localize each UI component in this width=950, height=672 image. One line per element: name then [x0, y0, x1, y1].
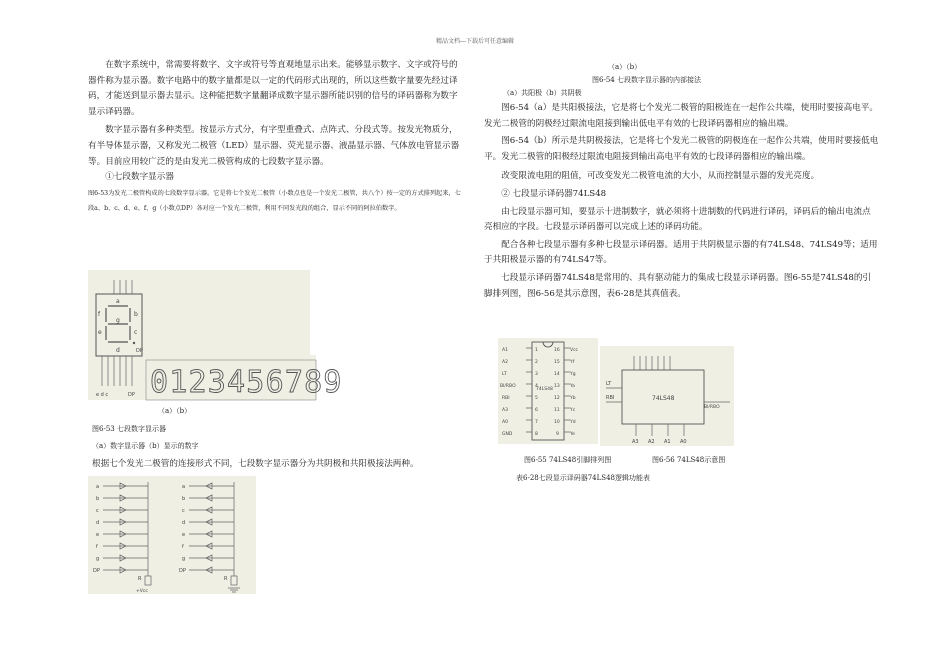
pin-num-8: 8: [535, 432, 538, 437]
symbol-bottom-a0: A0: [680, 439, 687, 445]
decoder-types-paragraph: 配合各种七段显示器有多种七段显示译码器。适用于共阴极显示器的有74LS48、74LS49等；适用于共阳极显示器的有74LS47等。: [484, 239, 878, 266]
cc-label-f: f: [182, 544, 184, 550]
pin-right-9: Ye: [570, 432, 575, 437]
fig53-caption: 图6-53 七段数字显示器: [92, 425, 166, 433]
fig53-subcaption: （a）数字显示器（b）显示的数字: [92, 442, 199, 450]
cc-label-c: c: [182, 508, 185, 514]
svg-text:DP: DP: [128, 392, 135, 398]
pin-num-10: 10: [554, 420, 560, 425]
seg-label-e: e: [98, 329, 102, 336]
ca-label-e: e: [96, 532, 100, 538]
brightness-paragraph: 改变限流电阻的阻值，可改变发光二极管电流的大小，从而控制显示器的发光亮度。: [501, 171, 820, 182]
cc-label-g: g: [182, 556, 186, 562]
ca-label-g: g: [96, 556, 100, 562]
pin-num-11: 11: [554, 408, 560, 413]
pin-num-15: 15: [554, 360, 560, 365]
fig55-caption: 图6-55 74LS48引脚排列图: [524, 456, 612, 464]
seg-label-d: d: [116, 347, 120, 354]
pin-num-2: 2: [535, 360, 538, 365]
svg-text:e d c: e d c: [96, 392, 109, 398]
symbol-diagram: [600, 346, 734, 446]
symbol-chip-label: 74LS48: [652, 395, 675, 402]
cc-label-d: d: [182, 520, 186, 526]
pin-left-6: A3: [502, 408, 508, 413]
common-cathode-paragraph: 图6-54（b）所示是共阴极接法，它是将七个发光二极管的阴极连在一起作公共端，使用时要接低电平。发光二极管的阳极经过限流电阻接到输出高电平有效的七段译码器相应的输出端。: [484, 136, 879, 162]
fig54-ab-label: （a）（b）: [608, 63, 642, 71]
pin-right-16: Vcc: [570, 348, 579, 353]
symbol-bottom-a1: A1: [664, 439, 671, 445]
intro-paragraph: 在数字系统中，常需要将数字、文字或符号等直观地显示出来。能够显示数字、文字或符号的器件称为显示器。数字电路中的数字量都是以一定的代码形式出现的，所以这些数字量要先经过译码，才能送到显示器去显示。这种能把数字量翻译成数字显示器所能识别的信号的译码器称为数字显示译码器。: [88, 60, 458, 117]
pin-num-7: 7: [535, 420, 538, 425]
pin-left-8: GND: [502, 432, 513, 437]
pin-left-3: LT: [502, 372, 507, 377]
pin-left-1: A1: [502, 348, 508, 353]
common-anode-cathode-diagram: [88, 476, 256, 594]
left-column: [88, 58, 466, 217]
decoder-74ls48-paragraph: 七段显示译码器74LS48是常用的、具有驱动能力的集成七段显示译码器。图6-55是74LS48的引脚排列图，图6-56是其示意图，表6-28是其真值表。: [484, 272, 872, 299]
seven-seg-display-diagram: [88, 270, 343, 402]
pin-num-5: 5: [535, 396, 538, 401]
ca-label-f: f: [96, 544, 98, 550]
page-header: 精品文档---下载后可任意编辑: [435, 38, 515, 45]
cc-label-e: e: [182, 532, 186, 538]
pin-right-14: Yg: [570, 372, 576, 377]
pinout-diagram: [498, 338, 598, 444]
seg-label-g: g: [116, 317, 120, 324]
pin-num-9: 9: [556, 432, 559, 437]
ca-label-dp: DP: [93, 568, 100, 574]
table-6-28-caption: 表6-28七段显示译码器74LS48逻辑功能表: [516, 474, 650, 482]
pin-num-14: 14: [554, 372, 560, 377]
pin-left-5: RBI: [502, 396, 510, 401]
fig53-description: 图6-53为发光二极管构成的七段数字显示器。它是将七个发光二极管（小数点也是一个发光二极管，共八个）按一定的方式排列起来，七段a、b、c、d、e、f、g（小数点DP）各对应一个发光二极管，利用不同发光段的组合，显示不同的阿拉伯数字。: [88, 189, 461, 213]
common-anode-paragraph: 图6-54（a）是共阳极接法，它是将七个发光二极管的阳极连在一起作公共端，使用时要接高电平。发光二极管的阴极经过限流电阻接到输出低电平有效的七段译码器相应的输出端。: [484, 103, 878, 129]
pin-left-7: A0: [502, 420, 508, 425]
pin-num-13: 13: [554, 384, 560, 389]
cc-label-b: b: [182, 496, 186, 502]
ca-label-a: a: [96, 484, 100, 490]
pin-left-4: BI/RBO: [500, 384, 516, 389]
symbol-bottom-a2: A2: [648, 439, 655, 445]
symbol-input-rbi: RBI: [606, 395, 615, 401]
symbol-input-lt: LT: [606, 381, 612, 387]
section-heading-7seg: ①七段数字显示器: [105, 172, 174, 183]
pin-right-15: Yf: [570, 360, 575, 365]
symbol-output-bi-rbo: BI/RBO: [704, 405, 720, 410]
pin-num-16: 16: [554, 348, 560, 353]
pin-right-11: Yc: [570, 408, 576, 413]
chip-label: 74LS48: [536, 387, 553, 392]
section-heading-74ls48: ② 七段显示译码器74LS48: [501, 188, 607, 199]
pin-right-10: Yd: [570, 420, 576, 425]
right-column: [484, 101, 879, 302]
fig54-caption: 图6-54 七段数字显示器的内部接法: [592, 76, 701, 84]
cc-label-dp: DP: [179, 568, 186, 574]
ca-label-c: c: [96, 508, 99, 514]
ca-label-d: d: [96, 520, 100, 526]
connection-paragraph: 根据七个发光二极管的连接形式不同，七段数字显示器分为共阴极和共阳极接法两种。: [92, 459, 419, 469]
fig54-subcaption: （a）共阳极（b）共阴极: [503, 89, 582, 97]
fig53-ab-label: （a）（b）: [158, 407, 192, 415]
pin-num-3: 3: [535, 372, 538, 377]
pin-num-6: 6: [535, 408, 538, 413]
pin-num-4: 4: [535, 384, 538, 389]
ca-label-b: b: [96, 496, 100, 502]
seg-label-b: b: [134, 311, 138, 318]
pin-num-1: 1: [535, 348, 538, 353]
cc-label-r: R: [224, 576, 228, 582]
cc-label-a: a: [182, 484, 186, 490]
pin-right-12: Yb: [570, 396, 576, 401]
ca-label-vcc: +Vcc: [136, 589, 148, 594]
fig56-caption: 图6-56 74LS48示意图: [652, 456, 726, 464]
seg-label-a: a: [116, 298, 120, 305]
seg-label-f: f: [98, 311, 101, 318]
decoder-intro-paragraph: 由七段显示器可知，要显示十进制数字，就必须将十进制数的代码进行译码，译码后的输出电流点亮相应的字段。七段显示译码器可以完成上述的译码功能。: [484, 206, 871, 233]
seg-label-c: c: [134, 329, 138, 336]
ca-label-r: R: [138, 576, 142, 582]
types-paragraph: 数字显示器有多种类型。按显示方式分，有字型重叠式、点阵式、分段式等。按发光物质分，有半导体显示器，又称发光二极管（LED）显示器、荧光显示器、液晶显示器、气体放电管显示器等。目前应用较广泛的是由发光二极管构成的七段数字显示器。: [88, 125, 460, 167]
pin-right-13: Ya: [570, 384, 575, 389]
pin-left-2: A2: [502, 360, 508, 365]
seg-label-dp: DP: [136, 348, 143, 354]
symbol-bottom-a3: A3: [632, 439, 639, 445]
digit-strip: 0123456789: [150, 365, 343, 400]
pin-num-12: 12: [554, 396, 560, 401]
